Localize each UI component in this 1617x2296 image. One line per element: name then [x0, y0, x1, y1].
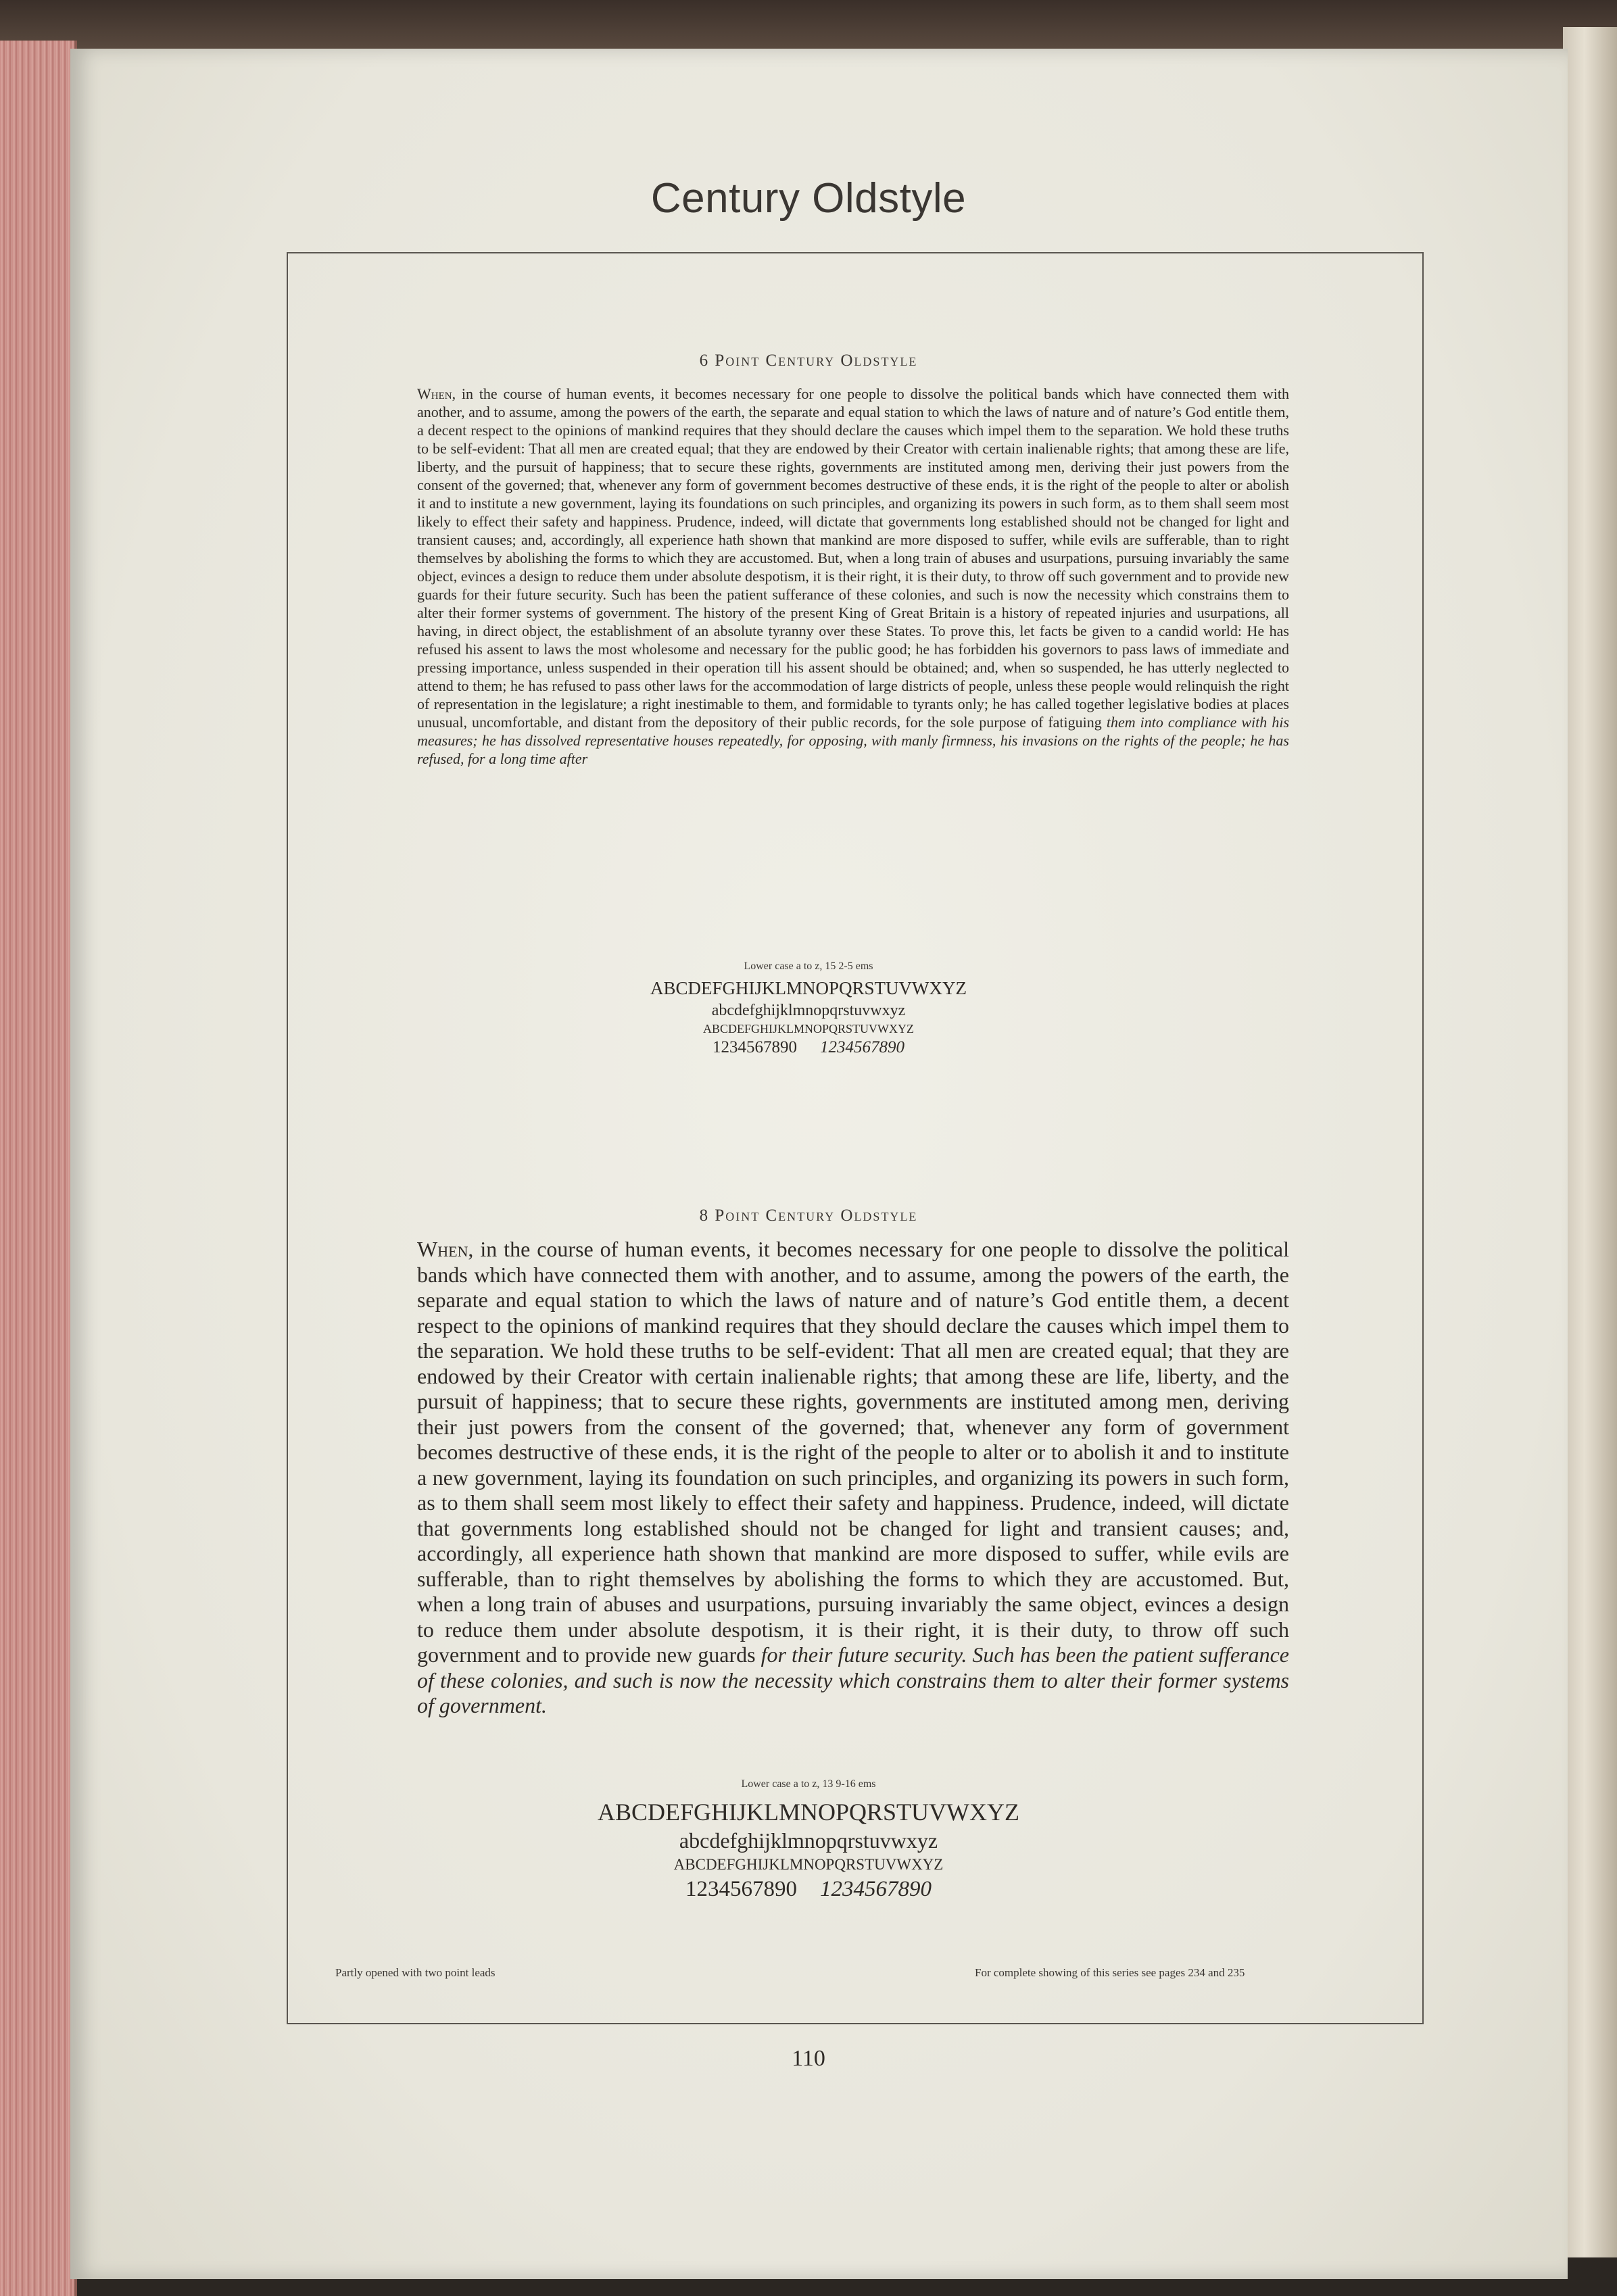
specimen-figures-8pt — [0, 1877, 1617, 1902]
figures-italic: 1234567890 — [820, 1877, 932, 1901]
book-left-page-edges — [0, 41, 77, 2296]
italic-text: them into compliance with his measures; he has dissolved representative houses repeatedly, for opposing, with manly firmness, his invasions on the rights of the people; he has refused, for a long time after — [417, 714, 1290, 767]
figures-roman: 1234567890 — [713, 1038, 797, 1056]
specimen-lowercase-6pt: abcdefghijklmnopqrstuvwxyz — [711, 1002, 906, 1019]
lead-word: When — [417, 385, 452, 402]
figures-italic: 1234567890 — [820, 1038, 904, 1056]
specimen-caps-8pt: ABCDEFGHIJKLMNOPQRSTUVWXYZ — [597, 1799, 1020, 1826]
body-text-8pt — [417, 1237, 1289, 1719]
roman-text: , in the course of human events, it becomes necessary for one people to dissolve the political bands which have connected them with another, and to assume, among the powers of the earth, the separate and equal station to which the laws of nature and of nature’s God entitle them, a decent respect to the opinions of mankind requires that they should declare the causes which impel them to the separation. We hold these truths to be self-evident: That all men are created equal; that they are endowed by their Creator with certain inalienable rights; that among these are life, liberty, and the pursuit of happiness; that to secure these rights, governments are instituted among men, deriving their just powers from the consent of the governed; that, whenever any form of government becomes destructive of these ends, it is the right of the people to alter or to abolish it and to institute a new government, laying its foundation on such principles, and organizing its powers in such form, as to them shall seem most likely to effect their safety and happiness. Prudence, indeed, will dictate that governments long established should not be changed for light and transient causes; and, accordingly, all experience hath shown that mankind are more disposed to suffer, while evils are sufferable, than to right themselves by abolishing the forms to which they are accustomed. But, when a long train of abuses and usurpations, pursuing invariably the same object, evinces a design to reduce them under absolute despotism, it is their right, it is their duty, to throw off such government and to provide new guards — [417, 1237, 1289, 1667]
figures-roman: 1234567890 — [685, 1877, 797, 1901]
roman-text: , in the course of human events, it becomes necessary for one people to dissolve the political bands which have connected them with another, and to assume, among the powers of the earth, the separate and equal station to which the laws of nature and of nature’s God entitle them, a decent respect to the opinions of mankind requires that they should declare the causes which impel them to the separation. We hold these truths to be self-evident: That all men are created equal; that they are endowed by their Creator with certain inalienable rights; that among these are life, liberty, and the pursuit of happiness; that to secure these rights, governments are instituted among men, deriving their just powers from the consent of the governed; that, whenever any form of government becomes destructive of these ends, it is the right of the people to alter or abolish it and to institute a new government, laying its foundations on such principles, and organizing its powers in such form, as to them shall seem most likely to effect their safety and happiness. Prudence, indeed, will dictate that governments long established should not be changed for light and transient causes; and, accordingly, all experience hath shown that mankind are more disposed to suffer, while evils are sufferable, than to right themselves by abolishing the forms to which they are accustomed. But, when a long train of abuses and usurpations, pursuing invariably the same object, evinces a design to reduce them under absolute despotism, it is their right, it is their duty, to throw off such government and to provide new guards for their future security. Such has been the patient sufferance of these colonies, and such is now the necessity which constrains them to alter their former systems of government. The history of the present King of Great Britain is a history of repeated injuries and usurpations, all having, in direct object, the establishment of an absolute tyranny over these States. To prove this, let facts be given to a candid world: He has refused his assent to laws the most wholesome and necessary for the public good; he has forbidden his governors to pass laws of immediate and pressing importance, unless suspended in their operation till his assent should be obtained; and, when so suspended, he has utterly neglected to attend to them; he has refused to pass other laws for the accommodation of large districts of people, unless these people would relinquish the right of representation in the legislature; a right inestimable to them, and formidable to tyrants only; he has called together legislative bodies at places unusual, uncomfortable, and distant from the depository of their public records, for the sole purpose of fatiguing — [417, 385, 1289, 731]
italic-text: for their future security. Such has been the patient sufferance of these colonies, and such is now the necessity which constrains them to alter their former systems of government. — [417, 1642, 1290, 1717]
footer-note-right: For complete showing of this series see pages 234 and 235 — [975, 1966, 1245, 1979]
section-heading-6pt: 6 Point Century Oldstyle — [699, 351, 918, 370]
specimen-lowercase-8pt: abcdefghijklmnopqrstuvwxyz — [679, 1828, 938, 1853]
specimen-figures-6pt — [0, 1038, 1617, 1057]
specimen-caps-6pt: ABCDEFGHIJKLMNOPQRSTUVWXYZ — [650, 978, 967, 998]
page-number: 110 — [792, 2046, 825, 2071]
page-title: Century Oldstyle — [650, 175, 967, 222]
lead-word: When — [417, 1237, 468, 1261]
specimen-caption-6pt: Lower case a to z, 15 2-5 ems — [744, 960, 873, 972]
footer-note-left: Partly opened with two point leads — [335, 1966, 496, 1979]
book-top-edge — [0, 0, 1617, 51]
specimen-caption-8pt: Lower case a to z, 13 9-16 ems — [741, 1778, 876, 1790]
specimen-small-caps-6pt: ABCDEFGHIJKLMNOPQRSTUVWXYZ — [702, 1022, 914, 1035]
specimen-small-caps-8pt: ABCDEFGHIJKLMNOPQRSTUVWXYZ — [673, 1856, 944, 1873]
section-heading-8pt: 8 Point Century Oldstyle — [699, 1206, 918, 1225]
body-text-6pt — [417, 385, 1289, 768]
